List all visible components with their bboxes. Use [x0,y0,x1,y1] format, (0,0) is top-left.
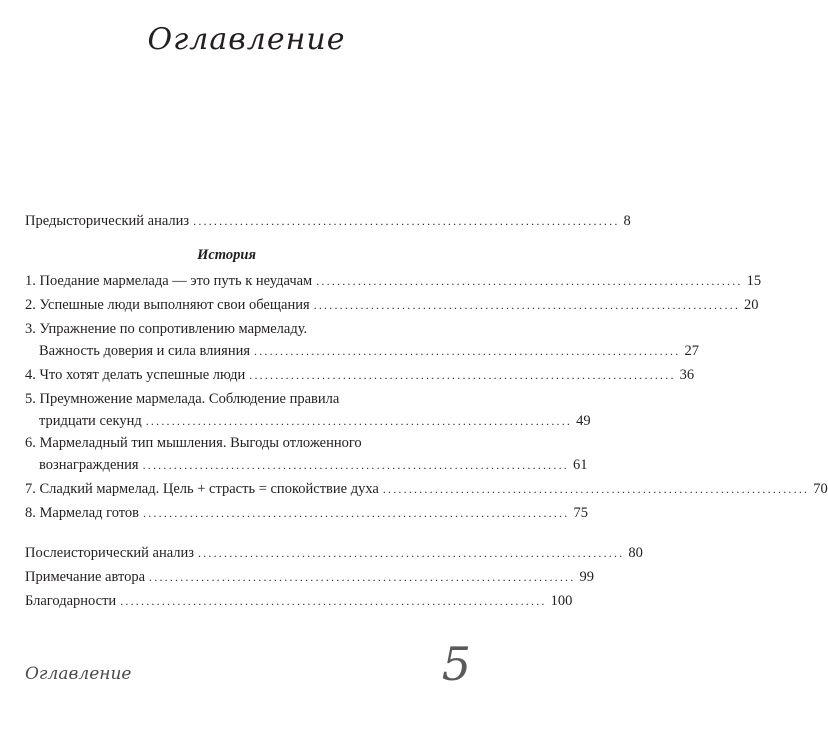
toc-entry-title: Предысторический анализ [25,213,190,229]
page-number: 5 [441,637,471,691]
toc-entry-chapter-8[interactable] [25,502,588,524]
leader-dots: .................................................................................. [313,298,741,312]
toc-entry-title: 3. Упражнение по сопротивлению мармеладу. [25,321,308,337]
toc-entry-page: 20 [744,297,759,313]
running-footer: Оглавление [25,664,132,684]
toc-entry-title: Послеисторический анализ [25,545,194,561]
toc-entry-title-continued: вознаграждения [39,457,139,473]
toc-entry-chapter-6[interactable] [25,432,588,476]
toc-entry-chapter-1[interactable] [25,270,762,292]
toc-entry-page: 61 [572,457,588,473]
toc-entry-posthistoric[interactable] [25,542,643,564]
toc-entry-title: 7. Сладкий мармелад. Цель + страсть = спокойствие духа [25,481,379,497]
toc-entry-page: 8 [623,213,631,229]
leader-dots: .................................................................................. [254,344,681,358]
toc-entry-title: 4. Что хотят делать успешные люди [25,367,246,383]
toc-entry-page: 100 [550,593,573,609]
toc-entry-page: 27 [684,343,699,359]
section-heading: История [197,247,256,263]
toc-entry-title: Примечание автора [25,569,146,585]
toc-entry-title: 8. Мармелад готов [25,505,140,521]
toc-entry-page: 49 [576,413,591,429]
leader-dots: .................................................................................. [198,546,625,560]
leader-dots: .................................................................................. [382,482,810,496]
toc-entry-chapter-4[interactable] [25,364,695,386]
toc-entry-chapter-3[interactable] [25,318,699,362]
toc-entry-title: 6. Мармеладный тип мышления. Выгоды отложенного [25,435,362,451]
leader-dots: .................................................................................. [316,274,743,288]
leader-dots: .................................................................................. [193,214,620,228]
toc-entry-chapter-2[interactable] [25,294,759,316]
leader-dots: .................................................................................. [120,594,547,608]
toc-entry-page: 75 [573,505,588,521]
toc-entry-page: 15 [746,273,762,289]
toc-entry-chapter-5[interactable] [25,388,591,432]
toc-entry-page: 36 [679,367,695,383]
leader-dots: .................................................................................. [145,414,573,428]
toc-entry-title: 1. Поедание мармелада — это путь к неудачам [25,273,313,289]
page-title: Оглавление [147,22,346,57]
leader-dots: .................................................................................. [149,570,576,584]
toc-entry-chapter-7[interactable] [25,478,828,500]
toc-entry-acknowledgements[interactable] [25,590,573,612]
toc-entry-author-note[interactable] [25,566,594,588]
toc-entry-prehistoric[interactable] [25,210,631,232]
toc-entry-title-continued: тридцати секунд [39,413,142,429]
leader-dots: .................................................................................. [143,506,570,520]
toc-entry-page: 99 [579,569,594,585]
toc-entry-title: 5. Преумножение мармелада. Соблюдение правила [25,391,340,407]
toc-entry-title: Благодарности [25,593,117,609]
leader-dots: .................................................................................. [249,368,676,382]
leader-dots: .................................................................................. [142,458,569,472]
toc-entry-page: 70 [813,481,828,497]
toc-entry-title-continued: Важность доверия и сила влияния [39,343,251,359]
toc-entry-page: 80 [628,545,643,561]
toc-entry-title: 2. Успешные люди выполняют свои обещания [25,297,310,313]
